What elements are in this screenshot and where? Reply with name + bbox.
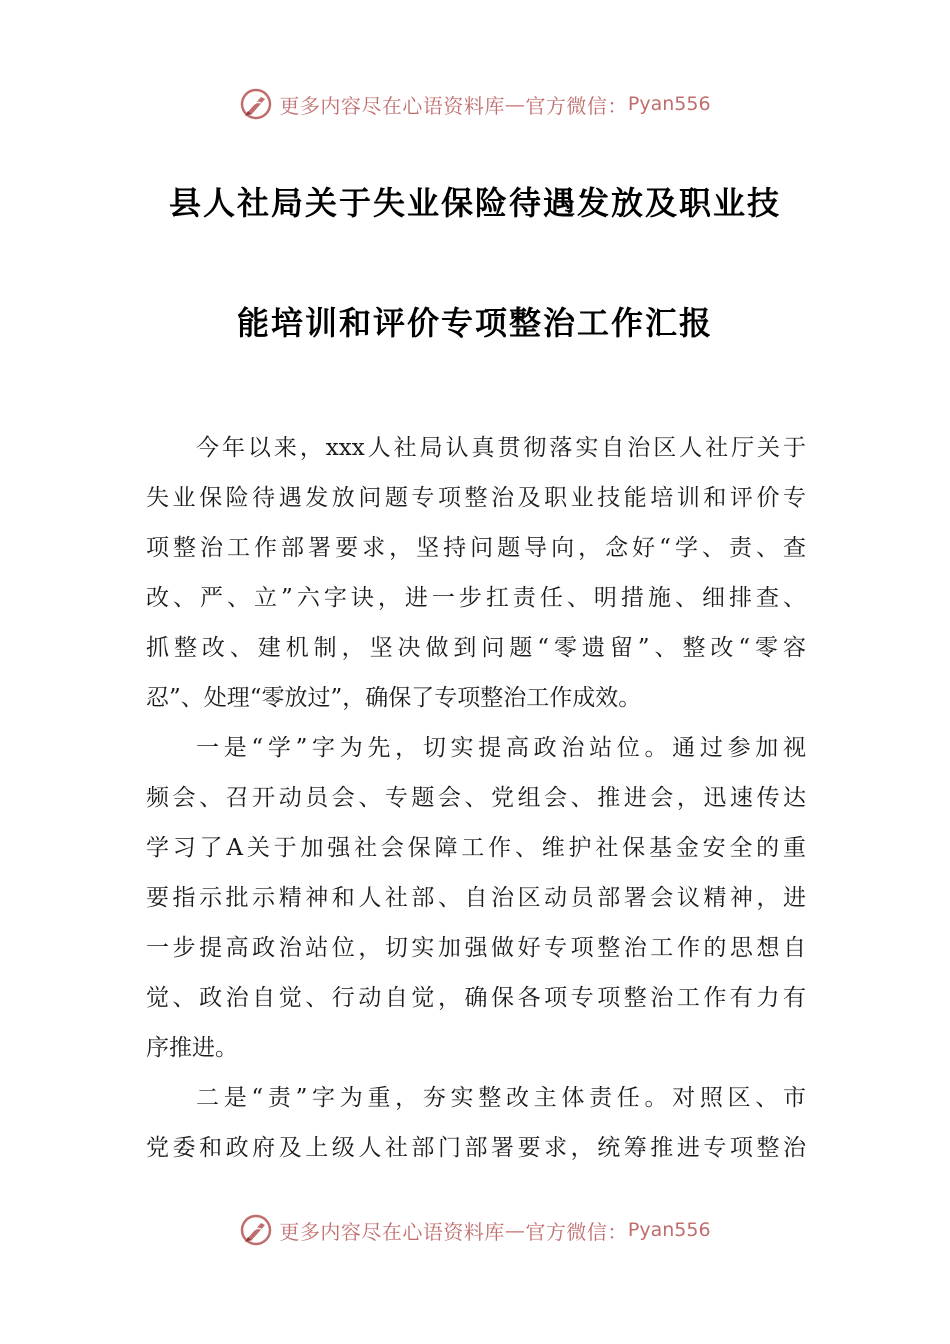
- document-title-line-2: 能培训和评价专项整治工作汇报: [236, 304, 713, 342]
- body-line: 抓整改、建机制，坚决做到问题“零遗留”、整改“零容: [146, 635, 806, 661]
- body-line: 项整治工作部署要求，坚持问题导向，念好“学、责、查: [146, 535, 806, 561]
- body-line: 今年以来，xxx人社局认真贯彻落实自治区人社厅关于: [196, 435, 806, 461]
- watermark-wechat-label: 官方微信：: [525, 93, 628, 118]
- watermark-text: 更多内容尽在心语资料库: [279, 1219, 505, 1244]
- watermark-footer: [0, 1210, 950, 1250]
- body-line: 党委和政府及上级人社部门部署要求，统筹推进专项整治: [146, 1135, 806, 1161]
- pen-logo-icon: [239, 1213, 273, 1247]
- body-line: 一步提高政治站位，切实加强做好专项整治工作的思想自: [146, 935, 806, 961]
- body-line: 序推进。: [146, 1035, 238, 1061]
- pen-logo-icon: [239, 87, 273, 121]
- body-line: 学习了A关于加强社会保障工作、维护社保基金安全的重: [146, 835, 806, 861]
- watermark-separator: —: [504, 92, 526, 116]
- body-line: 改、严、立”六字诀，进一步扛责任、明措施、细排查、: [146, 585, 806, 611]
- watermark-separator: —: [504, 1218, 526, 1242]
- watermark-wechat-id: Pyan556: [627, 1219, 711, 1241]
- watermark-wechat-label: 官方微信：: [525, 1219, 628, 1244]
- body-line: 频会、召开动员会、专题会、党组会、推进会，迅速传达: [146, 785, 806, 811]
- body-line: 一是“学”字为先，切实提高政治站位。通过参加视: [196, 735, 806, 761]
- body-line: 忍”、处理“零放过”，确保了专项整治工作成效。: [146, 685, 642, 711]
- body-line: 觉、政治自觉、行动自觉，确保各项专项整治工作有力有: [146, 985, 806, 1011]
- body-line: 失业保险待遇发放问题专项整治及职业技能培训和评价专: [146, 485, 806, 511]
- watermark-text: 更多内容尽在心语资料库: [279, 93, 505, 118]
- watermark-header: [0, 84, 950, 124]
- body-line: 要指示批示精神和人社部、自治区动员部署会议精神，进: [146, 885, 806, 911]
- body-line: 二是“责”字为重，夯实整改主体责任。对照区、市: [196, 1085, 806, 1111]
- watermark-wechat-id: Pyan556: [627, 93, 711, 115]
- document-title-line-1: 县人社局关于失业保险待遇发放及职业技: [168, 184, 781, 222]
